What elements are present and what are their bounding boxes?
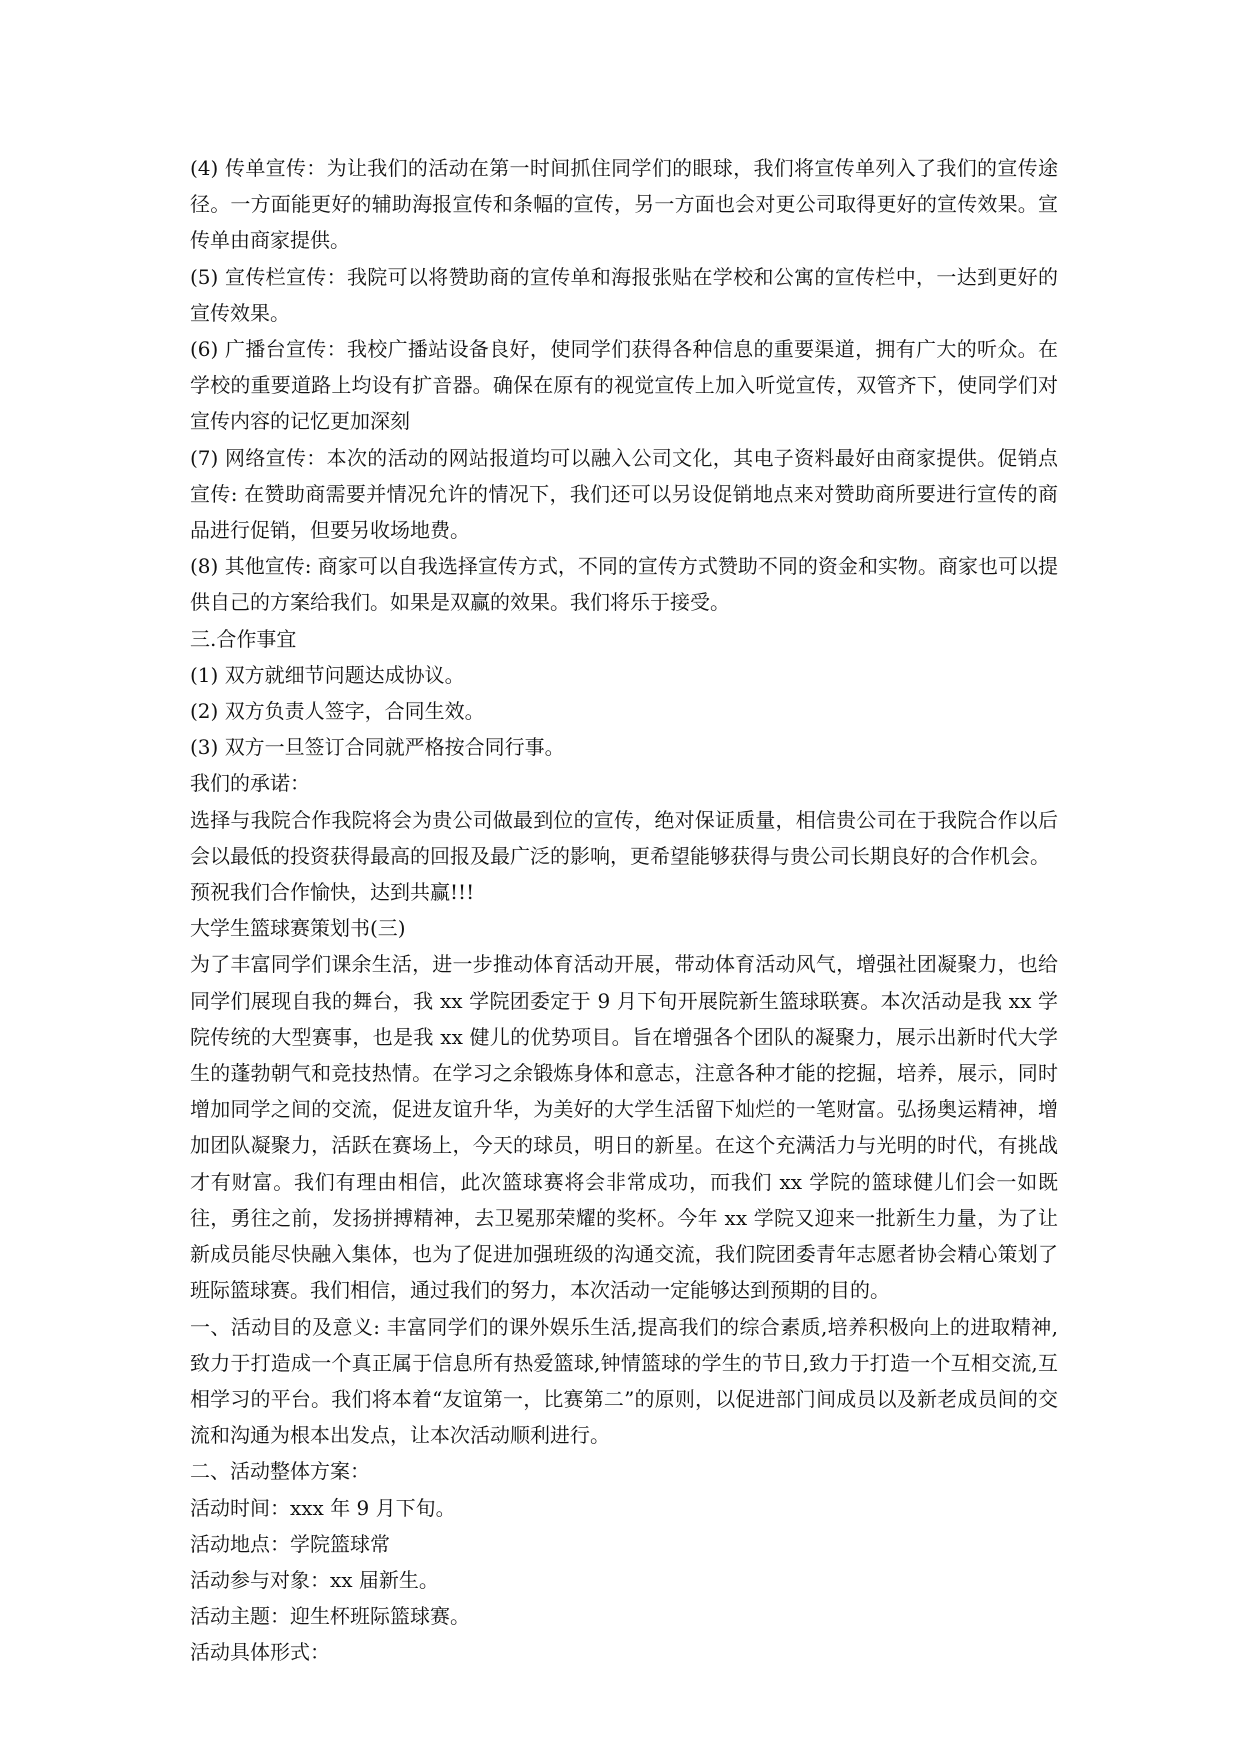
paragraph-bulletin-board-promotion: (5) 宣传栏宣传：我院可以将赞助商的宣传单和海报张贴在学校和公寓的宣传栏中，一达到更好的宣传效果。 bbox=[190, 264, 1058, 325]
paragraph-other-promotion: (8) 其他宣传: 商家可以自我选择宣传方式，不同的宣传方式赞助不同的资金和实物。商家也可以提供自己的方案给我们。如果是双赢的效果。我们将乐于接受。 bbox=[190, 554, 1058, 615]
document-body bbox=[190, 150, 1058, 1671]
detail-activity-time: 活动时间：xxx 年 9 月下旬。 bbox=[190, 1495, 456, 1520]
detail-activity-theme: 活动主题：迎生杯班际篮球赛。 bbox=[190, 1604, 470, 1629]
paragraph-purpose: 一、活动目的及意义: 丰富同学们的课外娱乐生活,提高我们的综合素质,培养积极向上的进取精神,致力于打造成一个真正属于信息所有热爱篮球,钟情篮球的学生的节日,致力于打造一个互相交流,互相学习的平台。我们将本着“友谊第一，比赛第二”的原则，以促进部门间成员以及新老成员间的交流和沟通为根本出发点，让本次活动顺利进行。 bbox=[190, 1314, 1058, 1448]
list-item-cooperation-1: (1) 双方就细节问题达成协议。 bbox=[190, 662, 465, 687]
section-heading-overall-plan: 二、活动整体方案： bbox=[190, 1459, 370, 1484]
section-heading-cooperation: 三.合作事宜 bbox=[190, 626, 297, 651]
paragraph-promise: 选择与我院合作我院将会为贵公司做最到位的宣传，绝对保证质量，相信贵公司在于我院合作以后会以最低的投资获得最高的回报及最广泛的影响，更希望能够获得与贵公司长期良好的合作机会。 bbox=[190, 807, 1058, 868]
paragraph-radio-promotion: (6) 广播台宣传：我校广播站设备良好，使同学们获得各种信息的重要渠道，拥有广大的听众。在学校的重要道路上均设有扩音器。确保在原有的视觉宣传上加入听觉宣传，双管齐下，使同学们对宣传内容的记忆更加深刻 bbox=[190, 337, 1058, 434]
paragraph-wishes: 预祝我们合作愉快，达到共赢!!! bbox=[190, 880, 475, 905]
paragraph-introduction: 为了丰富同学们课余生活，进一步推动体育活动开展，带动体育活动风气，增强社团凝聚力，也给同学们展现自我的舞台，我 xx 学院团委定于 9 月下旬开展院新生篮球联赛。本次活动是我 xx 学院传统的大型赛事，也是我 xx 健儿的优势项目。旨在增强各个团队的凝聚力，展示出新时代大学生的蓬勃朝气和竞技热情。在学习之余锻炼身体和意志，注意各种才能的挖掘，培养，展示，同时增加同学之间的交流，促进友谊升华，为美好的大学生活留下灿烂的一笔财富。弘扬奥运精神，增加团队凝聚力，活跃在赛场上，今天的球员，明日的新星。在这个充满活力与光明的时代，有挑战才有财富。我们有理由相信，此次篮球赛将会非常成功，而我们 xx 学院的篮球健儿们会一如既往，勇往之前，发扬拼搏精神，去卫冕那荣耀的奖杯。今年 xx 学院又迎来一批新生力量，为了让新成员能尽快融入集体，也为了促进加强班级的沟通交流，我们院团委青年志愿者协会精心策划了班际篮球赛。我们相信，通过我们的努力，本次活动一定能够达到预期的目的。 bbox=[190, 952, 1058, 1303]
document-title-plan-3: 大学生篮球赛策划书(三) bbox=[190, 916, 406, 941]
paragraph-flyer-promotion: (4) 传单宣传：为让我们的活动在第一时间抓住同学们的眼球，我们将宣传单列入了我们的宣传途径。一方面能更好的辅助海报宣传和条幅的宣传，另一方面也会对更公司取得更好的宣传效果。宣传单由商家提供。 bbox=[190, 156, 1058, 253]
detail-activity-format: 活动具体形式： bbox=[190, 1640, 330, 1665]
paragraph-network-promotion: (7) 网络宣传：本次的活动的网站报道均可以融入公司文化，其电子资料最好由商家提供。促销点宣传: 在赞助商需要并情况允许的情况下，我们还可以另设促销地点来对赞助商所要进行宣传的商品进行促销，但要另收场地费。 bbox=[190, 445, 1058, 543]
heading-our-promise: 我们的承诺： bbox=[190, 771, 310, 796]
list-item-cooperation-2: (2) 双方负责人签字，合同生效。 bbox=[190, 699, 485, 724]
detail-activity-participants: 活动参与对象：xx 届新生。 bbox=[190, 1567, 439, 1592]
list-item-cooperation-3: (3) 双方一旦签订合同就严格按合同行事。 bbox=[190, 735, 565, 760]
detail-activity-location: 活动地点：学院篮球常 bbox=[190, 1531, 390, 1556]
